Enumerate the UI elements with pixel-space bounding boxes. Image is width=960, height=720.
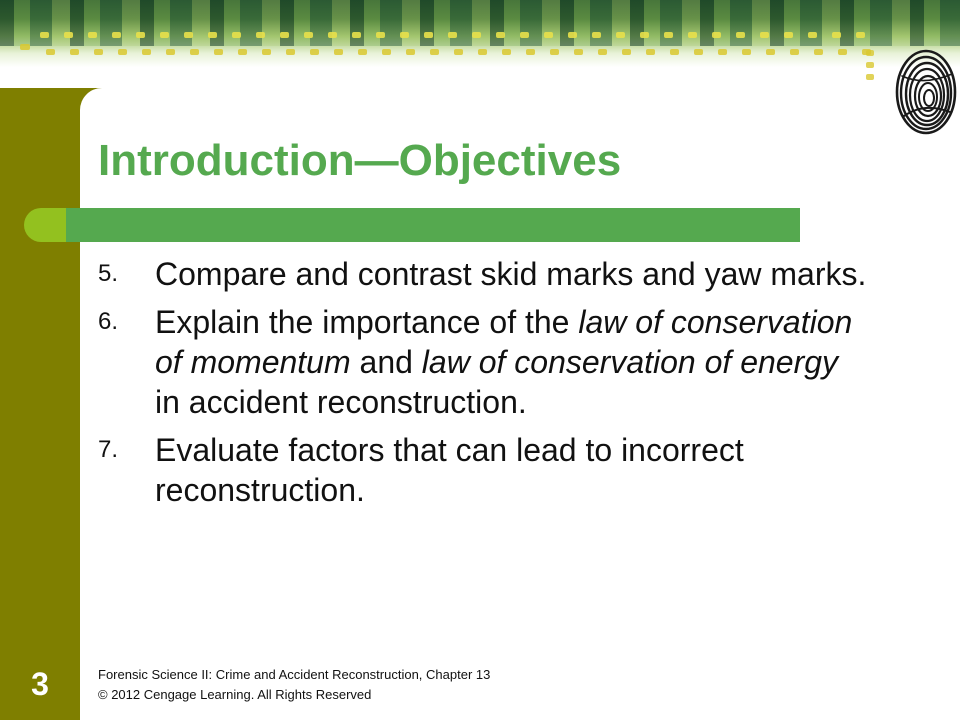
banner-dot <box>310 49 319 55</box>
banner-dot <box>208 32 217 38</box>
banner-dot <box>118 49 127 55</box>
banner-dot <box>502 49 511 55</box>
banner-dot <box>448 32 457 38</box>
banner-dot <box>550 49 559 55</box>
banner-dot <box>142 49 151 55</box>
banner-dot <box>160 32 169 38</box>
banner-dot <box>598 49 607 55</box>
banner-dot <box>430 49 439 55</box>
banner-dot <box>352 32 361 38</box>
banner-dot <box>70 49 79 55</box>
banner-dot <box>358 49 367 55</box>
banner-dot <box>496 32 505 38</box>
banner-dot <box>670 49 679 55</box>
banner-dot <box>866 50 874 56</box>
objective-term: law of conservation of momentum <box>155 304 853 380</box>
banner-dot <box>478 49 487 55</box>
objective-text: Compare and contrast skid marks and yaw marks. <box>155 256 867 292</box>
objective-number: 7. <box>98 436 119 463</box>
objective-text: and <box>350 344 422 380</box>
banner-dot <box>866 74 874 80</box>
banner-dot <box>184 32 193 38</box>
banner-dots <box>0 0 960 86</box>
banner-dot <box>376 32 385 38</box>
footer-course: Forensic Science II: Crime and Accident Reconstruction, Chapter 13 <box>98 667 491 682</box>
banner-dot <box>88 32 97 38</box>
banner-dot <box>454 49 463 55</box>
banner-dot <box>64 32 73 38</box>
banner-dot <box>262 49 271 55</box>
banner-dot <box>112 32 121 38</box>
banner-dot <box>424 32 433 38</box>
objective-text: in accident reconstruction. <box>155 384 527 420</box>
banner-dot <box>664 32 673 38</box>
banner-dot <box>238 49 247 55</box>
title-bar <box>66 208 800 242</box>
banner-dot <box>526 49 535 55</box>
slide-title: Introduction—Objectives <box>98 136 622 185</box>
banner-dot <box>832 32 841 38</box>
banner-dot <box>688 32 697 38</box>
footer-copyright: © 2012 Cengage Learning. All Rights Reserved <box>98 687 372 702</box>
header-banner <box>0 0 960 86</box>
banner-dot <box>766 49 775 55</box>
banner-dot <box>712 32 721 38</box>
objective-item <box>98 302 868 422</box>
banner-dot <box>616 32 625 38</box>
banner-dot <box>814 49 823 55</box>
banner-dot <box>256 32 265 38</box>
banner-dot <box>400 32 409 38</box>
banner-dot <box>856 32 865 38</box>
banner-dot <box>40 32 49 38</box>
banner-dot <box>232 32 241 38</box>
banner-dot <box>406 49 415 55</box>
banner-dot <box>280 32 289 38</box>
objective-text: Explain the importance of the <box>155 304 579 340</box>
banner-dot <box>472 32 481 38</box>
objective-number: 6. <box>98 308 119 335</box>
banner-dot <box>286 49 295 55</box>
banner-dot <box>742 49 751 55</box>
banner-dot <box>214 49 223 55</box>
banner-dot <box>640 32 649 38</box>
banner-dot <box>382 49 391 55</box>
banner-dot <box>622 49 631 55</box>
banner-dot <box>328 32 337 38</box>
banner-dot <box>592 32 601 38</box>
banner-dot <box>790 49 799 55</box>
objective-item <box>98 430 868 510</box>
banner-dot <box>866 62 874 68</box>
objective-text: Evaluate factors that can lead to incorrect reconstruction. <box>155 432 744 508</box>
banner-dot <box>838 49 847 55</box>
banner-dot <box>190 49 199 55</box>
banner-dot <box>334 49 343 55</box>
banner-dot <box>574 49 583 55</box>
banner-dot <box>784 32 793 38</box>
banner-dot <box>20 44 30 50</box>
banner-dot <box>46 49 55 55</box>
banner-dot <box>166 49 175 55</box>
banner-dot <box>94 49 103 55</box>
banner-dot <box>760 32 769 38</box>
fingerprint-icon <box>894 46 958 136</box>
sidebar-column <box>0 88 80 720</box>
banner-dot <box>646 49 655 55</box>
banner-dot <box>520 32 529 38</box>
objective-number: 5. <box>98 260 119 287</box>
banner-dot <box>736 32 745 38</box>
objective-term: law of conservation of energy <box>421 344 839 380</box>
banner-dot <box>304 32 313 38</box>
objectives-list <box>98 254 868 518</box>
banner-dot <box>568 32 577 38</box>
banner-dot <box>718 49 727 55</box>
banner-dot <box>694 49 703 55</box>
sidebar-corner <box>80 88 102 110</box>
banner-dot <box>544 32 553 38</box>
objective-item <box>98 254 868 294</box>
slide-number: 3 <box>31 666 49 702</box>
banner-dot <box>136 32 145 38</box>
banner-dot <box>808 32 817 38</box>
